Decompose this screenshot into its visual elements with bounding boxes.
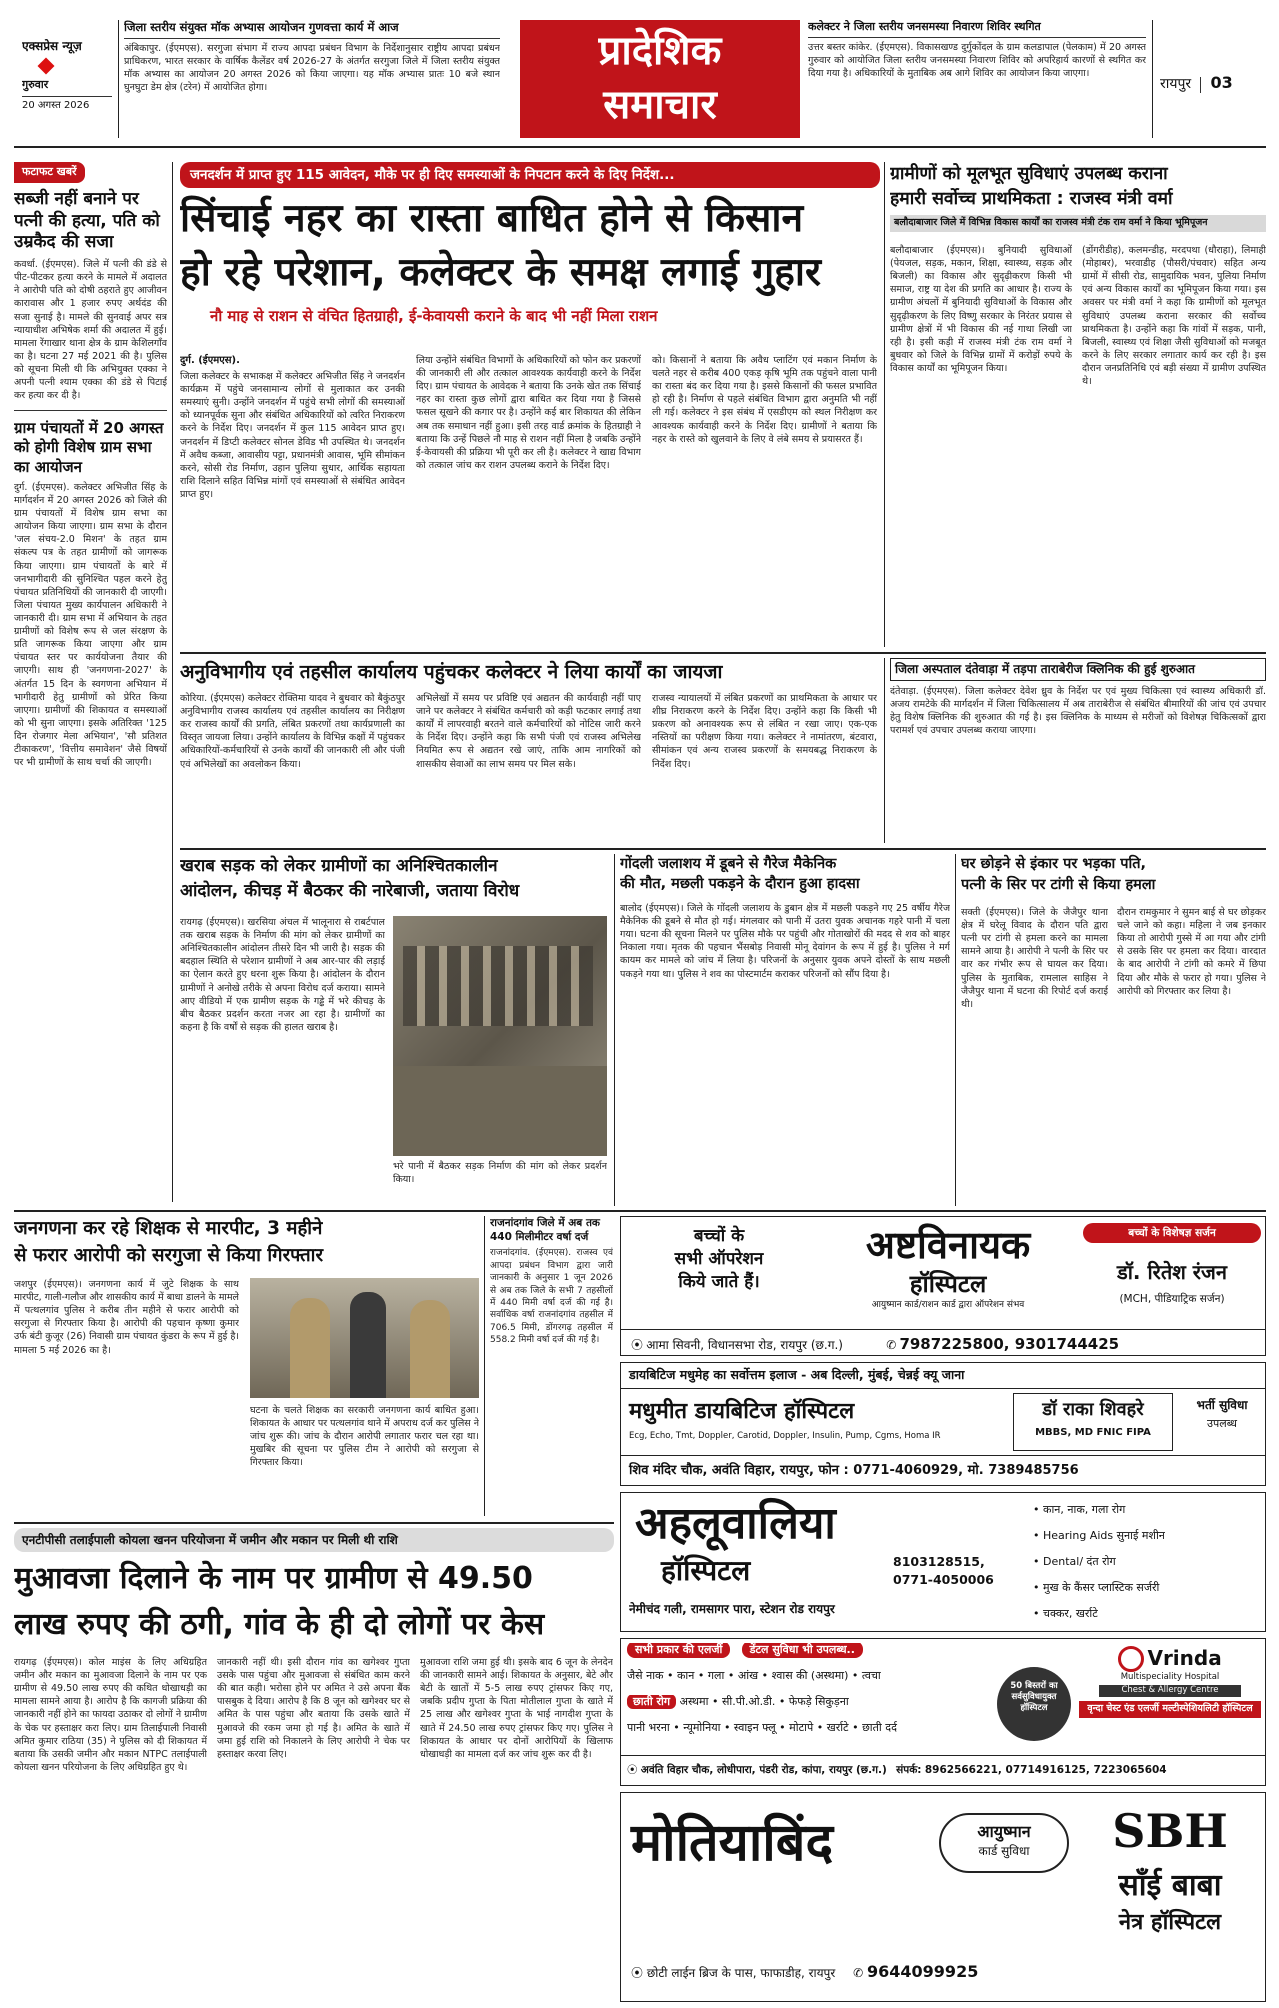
fraud-kicker: एनटीपीसी तलाईपाली कोयला खनन परियोजना में जमीन और मकान पर मिली थी राशि <box>14 1528 614 1552</box>
lead-headline-line1: सिंचाई नहर का रास्ता बाधित होने से किसान <box>180 196 804 242</box>
ahluwalia-address: नेमीचंद गली, रामसागर पारा, स्टेशन रोड रायपुर <box>629 1602 835 1616</box>
census-story <box>14 1216 479 1516</box>
phone-icon: ✆ <box>886 1338 897 1352</box>
vrinda-hindi-name: वृन्दा चेस्ट एंड एलर्जी मल्टीस्पेशियलिटी हॉस्पिटल <box>1079 1701 1261 1718</box>
sbh-logo: SBH <box>1112 1804 1228 1858</box>
road-protest-photo <box>393 916 607 1156</box>
photo-police-figure <box>290 1298 330 1398</box>
census-headline-line1: जनगणना कर रहे शिक्षक से मारपीट, 3 महीने <box>14 1218 323 1239</box>
location-pin-icon: ⦿ <box>627 1764 638 1776</box>
vrinda-row1: जैसे नाक • कान • गला • आंख • श्वास की (अस्थमा) • त्वचा <box>627 1669 881 1682</box>
madhumeet-doctor: डॉ राका शिवहरे <box>1042 1399 1144 1420</box>
census-arrest-photo <box>250 1278 479 1398</box>
vrinda-logo <box>1079 1645 1261 1745</box>
lead-text-col3: को। किसानों ने बताया कि अवैध प्लाटिंग एवं मकान निर्माण के चलते नहर से करीब 400 एकड़ कृषि भूमि तक पहुंचने वाला पानी का रास्ता बंद कर दिया गया है। इससे किसानों की फसल प्रभावित हो रही है। निर्माण से पहले संबंधित विभाग द्वारा अनुमति भी नहीं ली गई। कलेक्टर ने इस संबंध में एसडीएम को स्थल निरीक्षण कर आवश्यक कार्यवाही करने के निर्देश दिए। ग्रामीणों ने बताया कि नहर के रास्ते को खुलवाने के लिए वे लंबे समय से प्रयासरत हैं। <box>652 355 877 445</box>
ahluwalia-hospital-ad[interactable] <box>620 1492 1266 1632</box>
phone-icon: ✆ <box>853 1966 864 1980</box>
assault-headline-line1: घर छोड़ने से इंकार पर भड़का पति, <box>961 856 1147 872</box>
left-news-column <box>14 162 167 1202</box>
drowning-text: बालोद (ईएमएस)। जिले के गोंदली जलाशय के डुबान क्षेत्र में मछली पकड़ने गए 25 वर्षीय गैरेज मैकेनिक की डूबने से मौत हो गई। मंगलवार को पानी में उतरा युवक अचानक गहरे पानी में चला गया। घटना की सूचना मिलने पर पुलिस मौके पर पहुंची और गोताखोरों की मदद से शव को बाहर निकाला गया। मृतक की पहचान भैंसबोड़ निवासी मोनू देवांगन के रूप में हुई है। पुलिस ने मर्ग कायम कर मामले को जांच में लिया है। परिजनों के अनुसार युवक अपने दोस्तों के साथ मछली पकड़ने गया था। पुलिस ने शव का पोस्टमार्टम कराकर परिजनों को सौंप दिया है। <box>620 903 950 980</box>
revenue-subhead: बलौदाबाजार जिले में विभिन्न विकास कार्यों का राजस्व मंत्री टंक राम वर्मा ने किया भूमिपूजन <box>890 215 1266 232</box>
lead-dateline: दुर्ग. (ईएमएस). <box>180 355 240 366</box>
sbh-eye-hospital-ad[interactable] <box>620 1792 1266 2002</box>
madhumeet-facility-line2: उपलब्ध <box>1207 1417 1237 1431</box>
vrinda-logo-sub2: Chest & Allergy Centre <box>1099 1685 1241 1696</box>
paper-name: एक्सप्रेस न्यूज़ <box>22 39 82 53</box>
ahluwalia-subtitle: हॉस्पिटल <box>661 1554 751 1587</box>
ahluwalia-service-item: • चक्कर, खर्राटे <box>1033 1607 1098 1620</box>
fraud-story <box>14 1528 614 2002</box>
rain-brief <box>490 1216 613 1516</box>
ayushman-badge <box>939 1813 1069 1873</box>
ashtavinayak-left-line3: किये जाते हैं। <box>678 1271 760 1292</box>
left-strip-brief <box>124 20 500 140</box>
right-strip-headline: कलेक्टर ने जिला स्तरीय जनसमस्या निवारण शिविर स्थगित <box>808 20 1146 38</box>
tehsil-text-col1: कोरिया. (ईएमएस) कलेक्टर रोक्तिमा यादव ने बुधवार को बैकुंठपुर अनुविभागीय राजस्व कार्यालय एवं तहसील कार्यालय का निरीक्षण कर राजस्व कार्यों की प्रगति, लंबित प्रकरणों तथा कार्यप्रणाली का विस्तृत जायजा लिया। उन्होंने कार्यालय के विभिन्न कक्षों में पहुंचकर अधिकारियों-कर्मचारियों से उनके कार्यों की जानकारी ली और पंजी एवं अभिलेखों का अवलोकन किया। <box>180 693 405 770</box>
ahluwalia-service-item: • कान, नाक, गला रोग <box>1033 1503 1126 1516</box>
lead-kicker: जनदर्शन में प्राप्त हुए 115 आवेदन, मौके पर ही दिए समस्याओं के निपटान करने के दिए निर्देश... <box>180 162 880 188</box>
rain-brief-headline: राजनांदगांव जिले में अब तक 440 मिलीमीटर वर्षा दर्ज <box>490 1217 600 1244</box>
ahluwalia-service-item: • मुख के कैंसर प्लास्टिक सर्जरी <box>1033 1581 1160 1594</box>
drowning-headline-line1: गोंदली जलाशय में डूबने से गैरेज मैकेनिक <box>620 856 837 872</box>
ashtavinayak-doctor: डॉ. रितेश रंजन <box>1117 1260 1227 1285</box>
left-story2-headline: ग्राम पंचायतों में 20 अगस्त को होगी विशेष ग्राम सभा का आयोजन <box>14 419 164 476</box>
quick-news-label: फटाफट खबरें <box>14 162 85 183</box>
madhumeet-tests: Ecg, Echo, Tmt, Doppler, Carotid, Doppler, Insulin, Pump, Cgms, Homa IR <box>629 1431 941 1441</box>
vrinda-bed-badge: 50 बिस्तरों का सर्वसुविधायुक्त हॉस्पिटल <box>997 1667 1071 1741</box>
assault-text-col2: दौरान रामकुमार ने सुमन बाई से घर छोड़कर चले जाने को कहा। महिला ने जब इनकार किया तो आरोपी गुस्से में आ गया और टांगी से उसके सिर पर हमला कर दिया। वारदात के बाद आरोपी ने टांगी को कमरे में छिपा दिया और मौके से फरार हो गया। पुलिस ने आरोपी को गिरफ्तार कर लिया है। <box>1117 907 1266 997</box>
census-headline-line2: से फरार आरोपी को सरगुजा से किया गिरफ्तार <box>14 1244 324 1266</box>
drowning-story <box>620 854 950 1206</box>
sbh-hospital-line2: नेत्र हॉस्पिटल <box>1118 1910 1222 1935</box>
ashtavinayak-address: आमा सिवनी, विधानसभा रोड, रायपुर (छ.ग.) <box>646 1338 843 1352</box>
vrinda-row2: अस्थमा • सी.पी.ओ.डी. • फेफड़े सिकुड़ना <box>679 1695 849 1708</box>
lead-headline-line2: हो रहे परेशान, कलेक्टर के समक्ष लगाई गुहार <box>180 250 821 296</box>
vrinda-header-left: सभी प्रकार की एलर्जी <box>627 1643 730 1658</box>
fraud-headline-line2: लाख रुपए की ठगी, गांव के ही दो लोगों पर केस <box>14 1607 545 1643</box>
tehsil-headline: अनुविभागीय एवं तहसील कार्यालय पहुंचकर कलेक्टर ने लिया कार्यों का जायजा <box>180 661 723 683</box>
page-number: 03 <box>1210 73 1233 92</box>
ashtavinayak-title: अष्टविनायक <box>865 1223 1031 1267</box>
madhumeet-facility-line1: भर्ती सुविधा <box>1196 1398 1248 1412</box>
section-title <box>520 20 800 138</box>
ahluwalia-phone1[interactable]: 8103128515, <box>893 1554 985 1569</box>
madhumeet-banner: डायबिटिज मधुमेह का सर्वोत्तम इलाज - अब दिल्ली, मुंबई, चेन्नई क्यू जाना <box>621 1363 1266 1389</box>
revenue-headline-line1: ग्रामीणों को मूलभूत सुविधाएं उपलब्ध कराना <box>890 164 1168 184</box>
location-pin-icon: ⦿ <box>631 1338 644 1352</box>
sbh-hospital-line1: साँई बाबा <box>1118 1868 1222 1903</box>
left-strip-text: अंबिकापुर. (ईएमएस). सरगुजा संभाग में राज्य आपदा प्रबंधन विभाग के निर्देशानुसार राष्ट्रीय आपदा प्रबंधन प्राधिकरण, भारत सरकार के वार्षिक कैलेंडर वर्ष 2026-27 के अंतर्गत सरगुजा जिले में जिला स्तरीय संयुक्त मॉक अभ्यास का आयोजन 20 अगस्त 2026 को किया जाएगा। यह मॉक अभ्यास प्रातः 10 बजे स्थान घुनघुटा डेम क्षेत्र (टरेन) में आयोजित होगा। <box>124 42 500 93</box>
fraud-text-col1: रायगढ़ (ईएमएस)। कोल माइंस के लिए अधिग्रहित जमीन और मकान का मुआवजा दिलाने के नाम पर एक ग्रामीण से 49.50 लाख रुपए की कथित धोखाधड़ी का मामला सामने आया है। आरोप है कि कागजी प्रक्रिया की जानकारी नहीं होने का फायदा उठाकर दो लोगों ने ग्रामीण के चेक पर हस्ताक्षर करा लिए। ग्राम तिलाईपाली निवासी अमित कुमार राठिया (35) ने पुलिस को दी शिकायत में बताया कि उसकी जमीन और मकान NTPC तलाईपाली कोयला खनन परियोजना के लिए अधिग्रहित हुए थे। <box>14 1657 207 1773</box>
vrinda-logo-name: Vrinda <box>1147 1646 1222 1670</box>
ashtavinayak-hospital-ad[interactable] <box>620 1216 1266 1356</box>
tehsil-text-col3: राजस्व न्यायालयों में लंबित प्रकरणों का प्राथमिकता के आधार पर शीघ्र निराकरण करने के निर्देश दिए। उन्होंने कहा कि किसी भी प्रकरण को अनावश्यक रूप से लंबित न रखा जाए। एक-एक नस्तियों का परीक्षण किया गया। कलेक्टर ने नामांतरण, बंटवारा, सीमांकन एवं अन्य राजस्व प्रकरणों के समयबद्ध निराकरण के निर्देश दिए। <box>652 693 877 770</box>
rain-brief-text: राजनांदगांव. (ईएमएस). राजस्व एवं आपदा प्रबंधन विभाग द्वारा जारी जानकारी के अनुसार 1 जून 2026 से अब तक जिले के सभी 7 तहसीलों में 440 मिमी वर्षा दर्ज की गई है। सर्वाधिक वर्षा राजनांदगांव तहसील में 706.5 मिमी, डोंगरगढ़ तहसील में 558.2 मिमी वर्षा दर्ज की गई है। <box>490 1248 613 1346</box>
issue-day: गुरुवार <box>22 78 49 92</box>
motiyabind-title: मोतियाबिंद <box>631 1813 834 1873</box>
right-strip-text: उत्तर बस्तर कांकेर. (ईएमएस). विकासखण्ड दुर्गुकोंदल के ग्राम कलडापाल (पेलकाम) में 20 अगस्त गुरुवार को आयोजित जिला स्तरीय जनसमस्या निवारण शिविर को अपरिहार्य कारणों से स्थगित कर दिया गया है। अधिकारियों के मुताबिक अब आगे शिविर का आयोजन किया जाएगा। <box>808 41 1146 80</box>
hospital-brief <box>890 658 1266 843</box>
lead-subhead: नौ माह से राशन से वंचित हितग्राही, ई-केवायसी कराने के बाद भी नहीं मिला राशन <box>210 307 658 326</box>
location-pin-icon: ⦿ <box>631 1966 644 1980</box>
road-photo-caption: भरे पानी में बैठकर सड़क निर्माण की मांग को लेकर प्रदर्शन किया। <box>393 1161 607 1186</box>
ashtavinayak-subtitle: हॉस्पिटल <box>909 1270 987 1298</box>
paper-logo-mark <box>38 58 55 75</box>
vrinda-address-label: संपर्क: <box>896 1764 922 1776</box>
vrinda-address: अवंति विहार चौक, लोधीपारा, पंडरी रोड, कांपा, रायपुर (छ.ग.) <box>640 1764 887 1776</box>
vrinda-row3: पानी भरना • न्यूमोनिया • स्वाइन फ्लू • मोटापे • खर्राटे • छाती दर्द <box>627 1721 897 1734</box>
ahluwalia-service-item: • Dental/ दंत रोग <box>1033 1555 1116 1568</box>
left-strip-headline: जिला स्तरीय संयुक्त मॉक अभ्यास आयोजन गुणवत्ता कार्य में आज <box>124 20 500 39</box>
vrinda-phones[interactable]: 8962566221, 07714916125, 7223065604 <box>924 1764 1167 1776</box>
vrinda-logo-sub: Multispeciality Hospital <box>1120 1672 1220 1682</box>
paper-logo <box>22 38 112 128</box>
lead-story <box>180 162 880 647</box>
ahluwalia-service-item: • Hearing Aids सुनाई मशीन <box>1033 1529 1165 1542</box>
vrinda-logo-icon <box>1118 1646 1144 1672</box>
assault-headline-line2: पत्नी के सिर पर टांगी से किया हमला <box>961 877 1156 894</box>
vrinda-hospital-ad[interactable] <box>620 1638 1266 1786</box>
tehsil-story <box>180 658 880 843</box>
photo-mud-puddle <box>393 1066 607 1156</box>
photo-accused-figure <box>350 1292 386 1398</box>
hospital-brief-text: दंतेवाड़ा. (ईएमएस). जिला कलेक्टर देवेश ध्रुव के निर्देश पर एवं मुख्य चिकित्सा एवं स्वास्थ्य अधिकारी डॉ. अजय रामटेके की मार्गदर्शन में जिला चिकित्सालय में अब ताराबेरीज से संबंधित बीमारियों की जांच एवं उपचार हेतु विशेष क्लिनिक की शुरुआत की गई है। इस क्लिनिक के माध्यम से मरीजों को विशेषज्ञ चिकित्सकों द्वारा परामर्श एवं उपचार उपलब्ध कराया जाएगा। <box>890 685 1266 737</box>
ashtavinayak-left-line2: सभी ऑपरेशन <box>674 1248 764 1269</box>
motiyabind-address: छोटी लाईन ब्रिज के पास, फाफाडीह, रायपुर <box>646 1966 836 1980</box>
drowning-headline-line2: की मौत, मछली पकड़ने के दौरान हुआ हादसा <box>620 876 860 893</box>
fraud-text-col3: मुआवजा राशि जमा हुई थी। इसके बाद 6 जून के लेनदेन की जानकारी सामने आई। शिकायत के अनुसार, बेटे और बेटी के खातों में 5-5 लाख रुपए ट्रांसफर किए गए, जबकि प्रदीप गुप्ता के पिता मोतीलाल गुप्ता के खाते में 25 लाख और खगेश्वर गुप्ता के भाई नागदीश गुप्ता के खाते में 24.50 लाख रुपए ट्रांसफर किए गए। पुलिस ने शिकायत के आधार पर दोनों आरोपियों के खिलाफ धोखाधड़ी का मामला दर्ज कर जांच शुरू कर दी है। <box>420 1657 613 1760</box>
vrinda-row2-label: छाती रोग <box>627 1695 676 1709</box>
madhumeet-diabetes-ad[interactable] <box>620 1362 1266 1486</box>
sbh-logo-block <box>1079 1801 1261 1995</box>
left-story1-headline: सब्जी नहीं बनाने पर पत्नी की हत्या, पति को उम्रकैद की सजा <box>14 188 160 253</box>
ayushman-badge-line1: आयुष्मान <box>977 1822 1031 1841</box>
lead-text-col1: जिला कलेक्टर के सभाकक्ष में कलेक्टर अभिजीत सिंह ने जनदर्शन कार्यक्रम में पहुंचे जनसामान्य लोगों से मुलाकात कर उनकी समस्याएं सुनी। उन्होंने जनदर्शन में पहुंचे सभी लोगों की समस्याओं को ध्यानपूर्वक सुना और संबंधित अधिकारियों को त्वरित निराकरण करने के निर्देश दिए। जनदर्शन में कुल 115 आवेदन प्राप्त हुए। जनदर्शन में डिप्टी कलेक्टर सोनल डेविड भी उपस्थित थे। जनदर्शन में अवैध कब्जा, आवासीय पट्टा, प्रधानमंत्री आवास, भूमि सीमांकन करने, सोसी रोड निर्माण, उहान पुलिया सुधार, आर्थिक सहायता राशि दिलाने सहित विभिन्न मांगों एवं समस्याओं से संबंधित आवेदन प्राप्त हुए। <box>180 371 405 500</box>
left-story2-text: दुर्ग. (ईएमएस). कलेक्टर अभिजीत सिंह के मार्गदर्शन में 20 अगस्त 2026 को जिले की ग्राम पंचायतों में विशेष ग्राम सभा का आयोजन किया जाएगा। ग्राम सभा के दौरान 'जल संचय-2.0 मिशन' के तहत ग्राम संकल्प पत्र के तहत ग्रामीणों को जागरूक किया जाएगा। ग्राम पंचायतों के बारे में जनभागीदारी की सुनिश्चित पहल करने हेतु पंचायत प्रतिनिधियों की जानकारी दी जाएगी। जिला पंचायत मुख्य कार्यपालन अधिकारी ने जानकारी दी। ग्राम सभा में अभियान के तहत ग्रामीणों को विशेष रूप से जल संरक्षण के प्रति जागरूक किया जाएगा और ग्राम पंचायत स्तर पर कार्ययोजना तैयार की जाएगी। साथ ही 'जनगणना-2027' के अंतर्गत 15 दिन के स्वगणना अभियान में भागीदारी हेतु ग्रामीणों को प्रेरित किया जाएगा। ग्रामीणों की शिकायत व समस्याओं को भी सुना जाएगा। इसके अतिरिक्त '125 दिन रोजगार मेला अभियान', 'सौ प्रतिशत टीकाकरण', 'वित्तीय समावेशन' जैसे विषयों पर भी ग्रामीणों के साथ चर्चा की जाएगी। <box>14 481 167 769</box>
revenue-text-col1: बलौदाबाजार (ईएमएस)। बुनियादी सुविधाओं (पेयजल, सड़क, मकान, शिक्षा, स्वास्थ्य, सड़क और बिजली) का विकास और सुदृढ़ीकरण किसी भी समाज, राष्ट्र या देश की प्रगति का आधार है। राज्य के ग्रामीण अंचलों में बुनियादी सुविधाओं के विकास और सुदृढ़ीकरण के लिए विष्णु सरकार के निरंतर प्रयास से ग्रामीण क्षेत्रों में भी विकास की नई गाथा लिखी जा रही है। इसी कड़ी में राजस्व मंत्री टंक राम वर्मा ने बुधवार को जिले के विभिन्न ग्रामों में करोड़ों रुपये के विकास कार्यों का भूमिपूजन किया। <box>890 245 1072 374</box>
revenue-headline-line2: हमारी सर्वोच्च प्राथमिकता : राजस्व मंत्री वर्मा <box>890 189 1173 210</box>
ayushman-badge-line2: कार्ड सुविधा <box>978 1843 1030 1858</box>
ahluwalia-services <box>1033 1497 1261 1627</box>
ahluwalia-title: अहलूवालिया <box>635 1498 836 1549</box>
photo-police-figure-2 <box>410 1300 450 1398</box>
city-label: रायपुर <box>1160 76 1192 92</box>
motiyabind-phone[interactable]: 9644099925 <box>867 1962 979 1981</box>
masthead <box>0 0 1279 150</box>
road-headline-line2: आंदोलन, कीचड़ में बैठकर की नारेबाजी, जताया विरोध <box>180 880 520 901</box>
madhumeet-degree: MBBS, MD FNIC FIPA <box>1035 1427 1151 1439</box>
revenue-story <box>890 162 1266 647</box>
ashtavinayak-degree: (MCH, पीडियाट्रिक सर्जन) <box>1119 1293 1225 1306</box>
assault-text-col1: सक्ती (ईएमएस)। जिले के जैजैपुर थाना क्षेत्र में घरेलू विवाद के दौरान पति द्वारा पत्नी पर टांगी से हमला करने का मामला सामने आया है। आरोपी ने पत्नी के सिर पर वार कर गंभीर रूप से घायल कर दिया। पुलिस के मुताबिक, रामलाल साहिस ने जैजैपुर थाना में घटना की रिपोर्ट दर्ज कराई थी। <box>961 907 1108 1010</box>
road-story <box>180 854 610 1206</box>
section-title-line2: समाचार <box>603 82 717 128</box>
lead-text-col2: लिया उन्होंने संबंधित विभागों के अधिकारियों को फोन कर प्रकरणों की जानकारी ली और तत्काल आवश्यक कार्यवाही करने के निर्देश दिए। ग्राम पंचायत के आवेदक ने बताया कि उनके खेत तक सिंचाई नहर का रास्ता कुछ लोगों द्वारा बाधित कर दिया गया है जिससे फसल सूखने की कगार पर है। उन्होंने कई बार शिकायत की लेकिन अब तक समाधान नहीं हुआ। इसी तरह वार्ड क्रमांक के हितग्राही ने बताया कि उन्हें पिछले नौ माह से राशन नहीं मिला है जबकि उन्होंने ई-केवायसी की प्रक्रिया भी पूरी कर ली है। कलेक्टर ने खाद्य विभाग को तत्काल जांच कर राशन उपलब्ध कराने के निर्देश दिए। <box>416 355 641 471</box>
page-info <box>1160 72 1270 96</box>
road-headline-line1: खराब सड़क को लेकर ग्रामीणों का अनिश्चितकालीन <box>180 856 498 876</box>
madhumeet-address: शिव मंदिर चौक, अवंति विहार, रायपुर, फोन : 0771-4060929, मो. 7389485756 <box>621 1455 1266 1486</box>
tehsil-text-col2: अभिलेखों में समय पर प्रविष्टि एवं अद्यतन की कार्यवाही नहीं पाए जाने पर कलेक्टर ने संबंधित कर्मचारी को कड़ी फटकार लगाई तथा कार्यों में लापरवाही बरतने वाले कर्मचारियों को नोटिस जारी करने के निर्देश दिए। उन्होंने कहा कि सभी पंजी एवं राजस्व अभिलेख नियमित रूप से अद्यतन रखे जाएं, ताकि आम नागरिकों को शासकीय सेवाओं का लाभ समय पर मिल सके। <box>416 693 641 770</box>
ashtavinayak-left-line1: बच्चों के <box>693 1226 745 1246</box>
section-title-line1: प्रादेशिक <box>598 28 722 74</box>
photo-crowd <box>403 946 593 1026</box>
assault-story <box>961 854 1266 1206</box>
census-text-col2: घटना के चलते शिक्षक का सरकारी जनगणना कार्य बाधित हुआ। शिकायत के आधार पर पत्थलगांव थाने में अपराध दर्ज कर पुलिस ने जांच शुरू की। जांच के दौरान आरोपी लगातार फरार चल रहा था। मुखबिर की सूचना पर पुलिस टीम ने आरोपी को सरगुजा से गिरफ्तार किया। <box>250 1405 479 1469</box>
fraud-text-col2: जानकारी नहीं थी। इसी दौरान गांव का खगेश्वर गुप्ता उसके पास पहुंचा और मुआवजा से संबंधित काम करने की बात कही। भरोसा होने पर अमित ने उसे अपना बैंक पासबुक दे दिया। आरोप है कि 8 जून को खगेश्वर घर से अमित के पास पहुंचा और बताया कि उसके खाते में मुआवजे की रकम जमा हो गई है। अमित के खाते में जमा हुई राशि को निकालने के लिए आरोपी ने चेक पर हस्ताक्षर करवा लिए। <box>217 1657 410 1760</box>
issue-date: 20 अगस्त 2026 <box>22 96 112 113</box>
road-text-col1: रायगढ़ (ईएमएस)। खरसिया अंचल में भालूनारा से राबर्टपाल तक खराब सड़क के निर्माण की मांग को लेकर ग्रामीणों का अनिश्चितकालीन आंदोलन तीसरे दिन भी जारी है। सड़क की बदहाल स्थिति से परेशान ग्रामीणों ने अब आर-पार की लड़ाई का ऐलान करते हुए धरना शुरू किया है। आंदोलन के दौरान ग्रामीणों ने अनोखे तरीके से अपना विरोध दर्ज कराया। सामने आए वीडियो में एक ग्रामीण सड़क के गड्ढे में भरे कीचड़ के बीच बैठकर प्रदर्शन करता नजर आ रहा है। ग्रामीणों का कहना है कि वर्षों से सड़क की हालत खराब है। <box>180 917 385 1033</box>
right-strip-brief <box>808 20 1146 140</box>
census-text-col1: जशपुर (ईएमएस)। जनगणना कार्य में जुटे शिक्षक के साथ मारपीट, गाली-गलौज और शासकीय कार्य में बाधा डालने के मामले में पत्थलगांव पुलिस ने करीब तीन महीने से फरार आरोपी को सरगुजा से गिरफ्तार किया है। आरोपी की पहचान कृष्णा कुमार उर्फ बंटी कुजूर (26) निवासी ग्राम पंचायत कुंडरा के रूप में हुई है। मामला 5 मई 2026 का है। <box>14 1279 239 1356</box>
ashtavinayak-scheme: आयुष्मान कार्ड/राशन कार्ड द्वारा ऑपरेशन संभव <box>871 1300 1025 1310</box>
vrinda-header-right: डेंटल सुविधा भी उपलब्ध.. <box>742 1643 863 1658</box>
fraud-headline-line1: मुआवजा दिलाने के नाम पर ग्रामीण से 49.50 <box>14 1561 533 1597</box>
hospital-brief-headline: जिला अस्पताल दंतेवाड़ा में तड़पा ताराबेरीज क्लिनिक की हुई शुरुआत <box>890 658 1266 681</box>
ashtavinayak-specialist-label: बच्चों के विशेषज्ञ सर्जन <box>1083 1223 1261 1243</box>
revenue-text-col2: (डोंगरीडीह), कलमन्डीह, मरदपथा (धौराहा), लिमाही (मोहाबर), भरवाडीह (पौसरी/पंचवार) सहित अन्य ग्रामों में सीसी रोड, सामुदायिक भवन, पुलिया निर्माण एवं अन्य विकास कार्यों का भूमिपूजन किया गया। इस अवसर पर मंत्री वर्मा ने कहा कि ग्रामीणों को मूलभूत सुविधाएं उपलब्ध कराना सरकार की सर्वोच्च प्राथमिकता है। उन्होंने कहा कि गांवों में सड़क, पानी, बिजली, स्वास्थ्य एवं शिक्षा जैसी सुविधाओं को मजबूत करने के लिए सरकार लगातार कार्य कर रही है। इस दौरान जनप्रतिनिधि एवं बड़ी संख्या में ग्रामीण उपस्थित थे। <box>1082 245 1266 388</box>
left-story1-text: कवर्धा. (ईएमएस). जिले में पत्नी की डंडे से पीट-पीटकर हत्या करने के मामले में अदालत ने आरोपी पति को दोषी ठहराते हुए आजीवन कारावास और 1 हजार रुपए अर्थदंड की सजा सुनाई है। मामले की सुनवाई अपर सत्र न्यायाधीश अभिषेक शर्मा की अदालत में हुई। मामला रेंगाखार थाना क्षेत्र के ग्राम केशिलगाँव का है। घटना 27 मई 2021 की है। पुलिस को सूचना मिली थी कि अभियुक्त एक्का ने अपनी पत्नी श्याम एक्का की डंडे से पिटाई कर हत्या कर दी है। <box>14 259 167 402</box>
madhumeet-title: मधुमीत डायबिटिज हॉस्पिटल <box>629 1399 855 1424</box>
ashtavinayak-phone[interactable]: 7987225800, 9301744425 <box>899 1335 1120 1353</box>
ahluwalia-phone2[interactable]: 0771-4050006 <box>893 1571 994 1587</box>
